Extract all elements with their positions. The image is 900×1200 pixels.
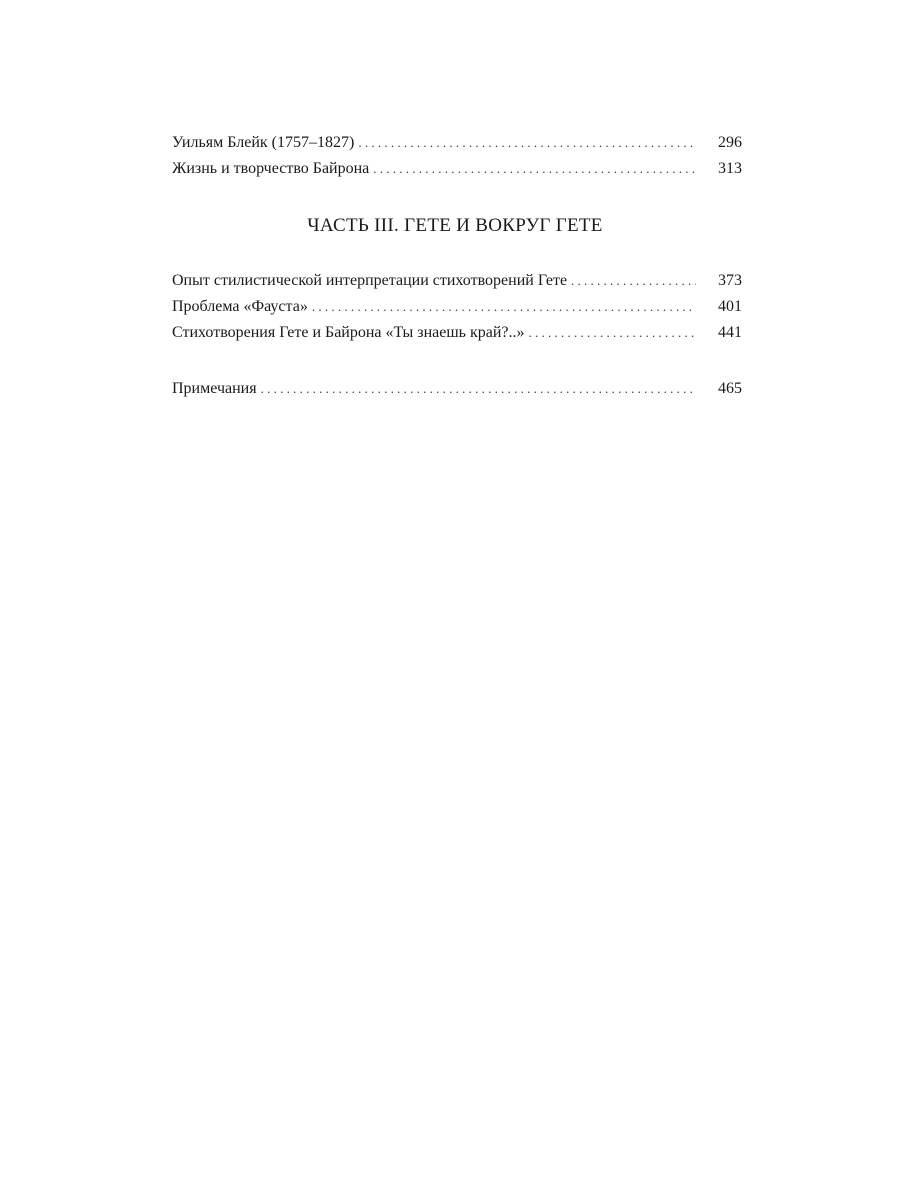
toc-entry-page: 401 [718, 298, 742, 315]
toc-entry-title: Опыт стилистической интерпретации стихотворений Гете [172, 272, 568, 289]
toc-entry-title: Проблема «Фауста» [172, 298, 308, 315]
dot-leader [312, 294, 696, 320]
toc-part-three [172, 268, 742, 346]
toc-entry-title: Жизнь и творчество Байрона [172, 160, 370, 177]
dot-leader [373, 156, 696, 182]
toc-entry [172, 320, 742, 346]
toc-entry-title: Стихотворения Гете и Байрона «Ты знаешь край?..» [172, 324, 525, 341]
toc-entry-page: 373 [718, 272, 742, 289]
toc-notes [172, 376, 742, 402]
toc-entry-page: 313 [718, 160, 742, 177]
toc-entry [172, 130, 742, 156]
toc-entry-title: Примечания [172, 380, 257, 397]
dot-leader [529, 320, 697, 346]
toc-entry-page: 296 [718, 134, 742, 151]
toc-entry [172, 376, 742, 402]
toc-entry [172, 268, 742, 294]
dot-leader [571, 268, 696, 294]
toc-entry [172, 156, 742, 182]
dot-leader [261, 376, 696, 402]
toc-entry-title: Уильям Блейк (1757–1827) [172, 134, 355, 151]
part-heading: ЧАСТЬ III. ГЕТЕ И ВОКРУГ ГЕТЕ [307, 215, 603, 236]
toc-entry-page: 441 [718, 324, 742, 341]
toc-entry-page: 465 [718, 380, 742, 397]
toc-section-two-tail [172, 130, 742, 182]
dot-leader [358, 130, 696, 156]
toc-entry [172, 294, 742, 320]
